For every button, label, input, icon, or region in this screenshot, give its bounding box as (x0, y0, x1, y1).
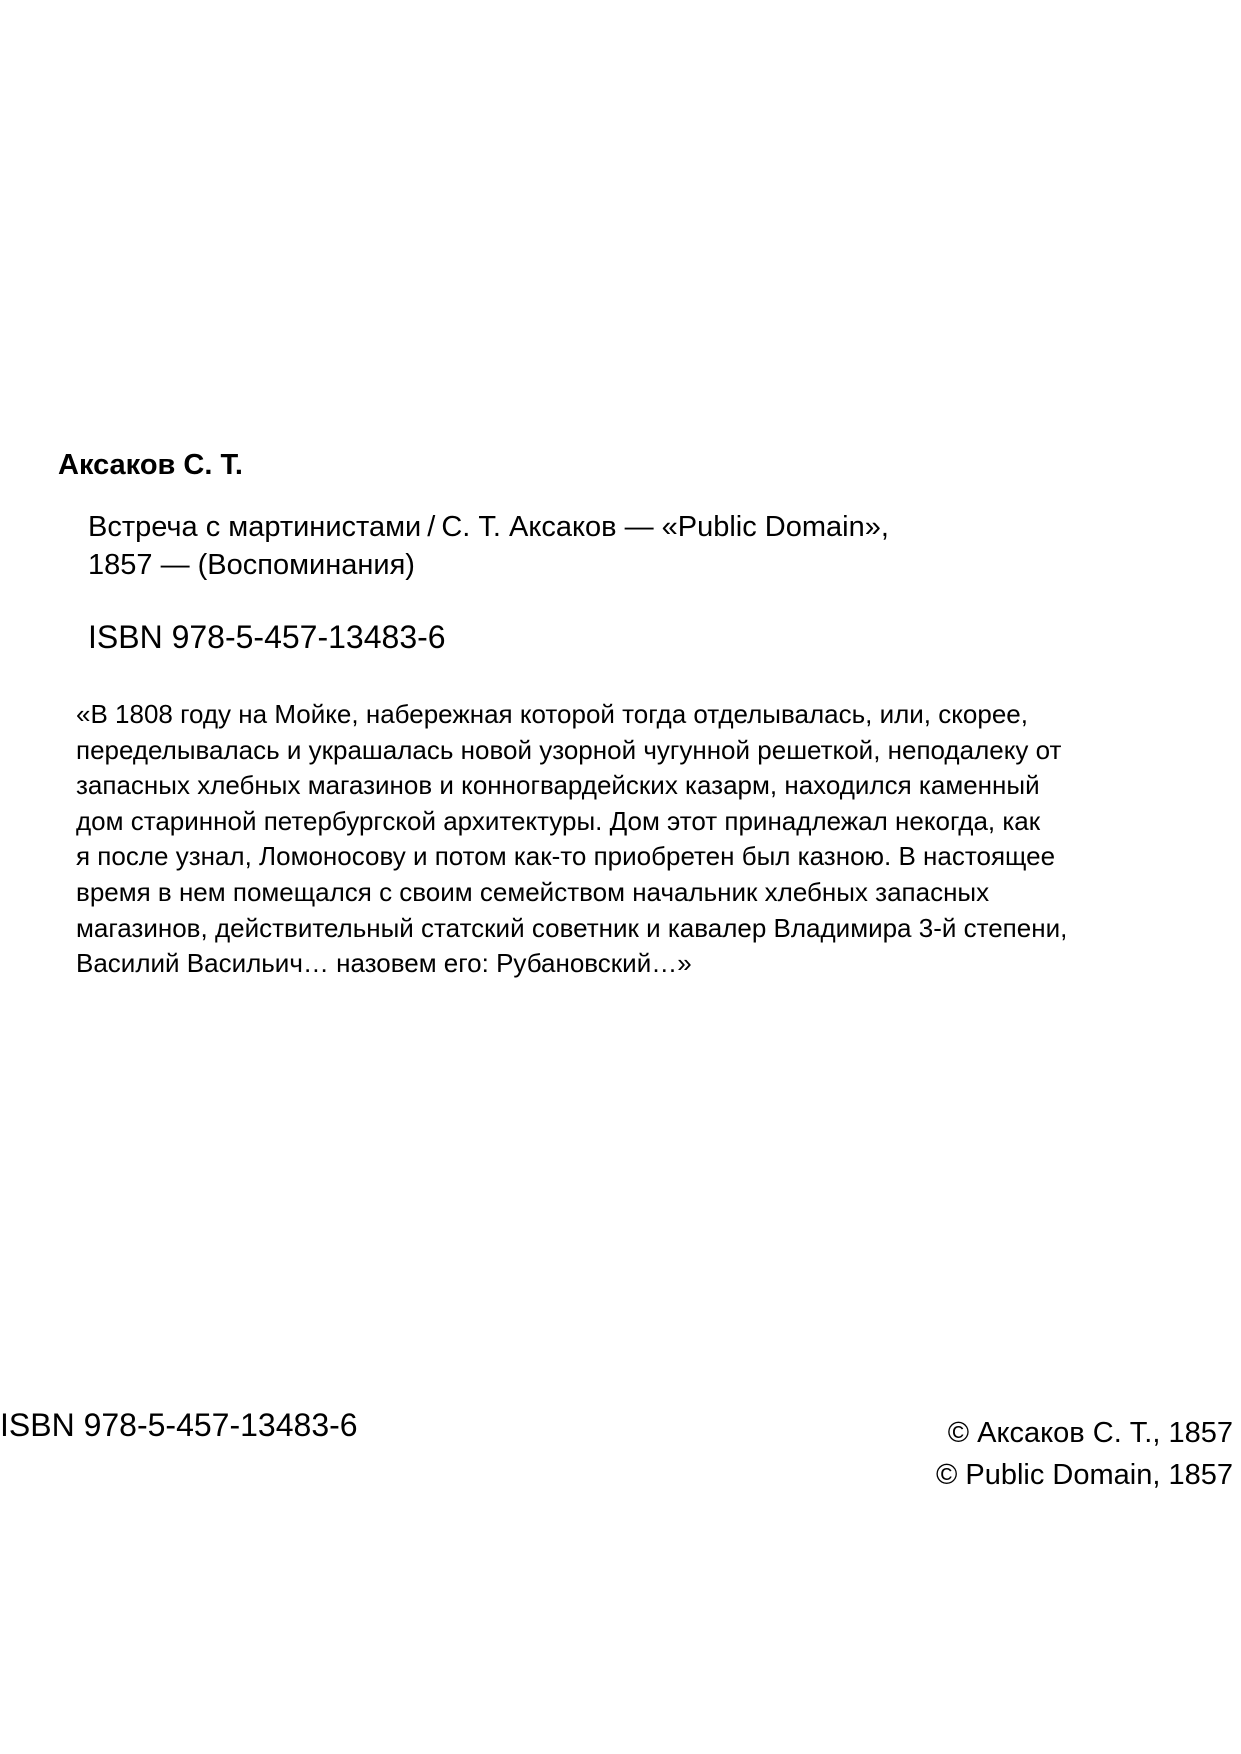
annotation-text (76, 697, 1211, 982)
book-title: Встреча с мартинистами (88, 511, 422, 543)
annotation-line: я после узнал, Ломоносову и потом как-то приобретен был казною. В настоящее (76, 841, 1056, 872)
annotation-line: «В 1808 году на Мойке, набережная которой тогда отделывалась, или, скорее, (76, 699, 1028, 729)
annotation-line: переделывалась и украшалась новой узорной чугунной решеткой, неподалеку от (76, 734, 1062, 765)
citation-separator: / (427, 511, 436, 543)
isbn-footer: ISBN 978-5-457-13483-6 (0, 1407, 358, 1443)
annotation-line: магазинов, действительный статский советник и кавалер Владимира 3-й степени, (76, 912, 1068, 943)
copyright-block (936, 1412, 1233, 1496)
isbn-main: ISBN 978-5-457-13483-6 (88, 619, 446, 655)
copyright-author: © Аксаков С. Т., 1857 (947, 1417, 1233, 1449)
citation-year-series: 1857 — (Воспоминания) (88, 549, 415, 581)
author-name: Аксаков С. Т. (58, 449, 243, 481)
bibliographic-citation (88, 508, 1088, 584)
annotation-line: запасных хлебных магазинов и конногвардейских казарм, находился каменный (76, 770, 1040, 801)
copyright-public-domain: © Public Domain, 1857 (935, 1459, 1233, 1491)
annotation-line: дом старинной петербургской архитектуры. Дом этот принадлежал некогда, как (76, 805, 1041, 836)
annotation-line: Василий Васильич… назовем его: Рубановский…» (76, 948, 692, 979)
annotation-line: время в нем помещался с своим семейством начальник хлебных запасных (76, 876, 990, 907)
citation-responsibility: С. Т. Аксаков — «Public Domain», (441, 511, 889, 543)
